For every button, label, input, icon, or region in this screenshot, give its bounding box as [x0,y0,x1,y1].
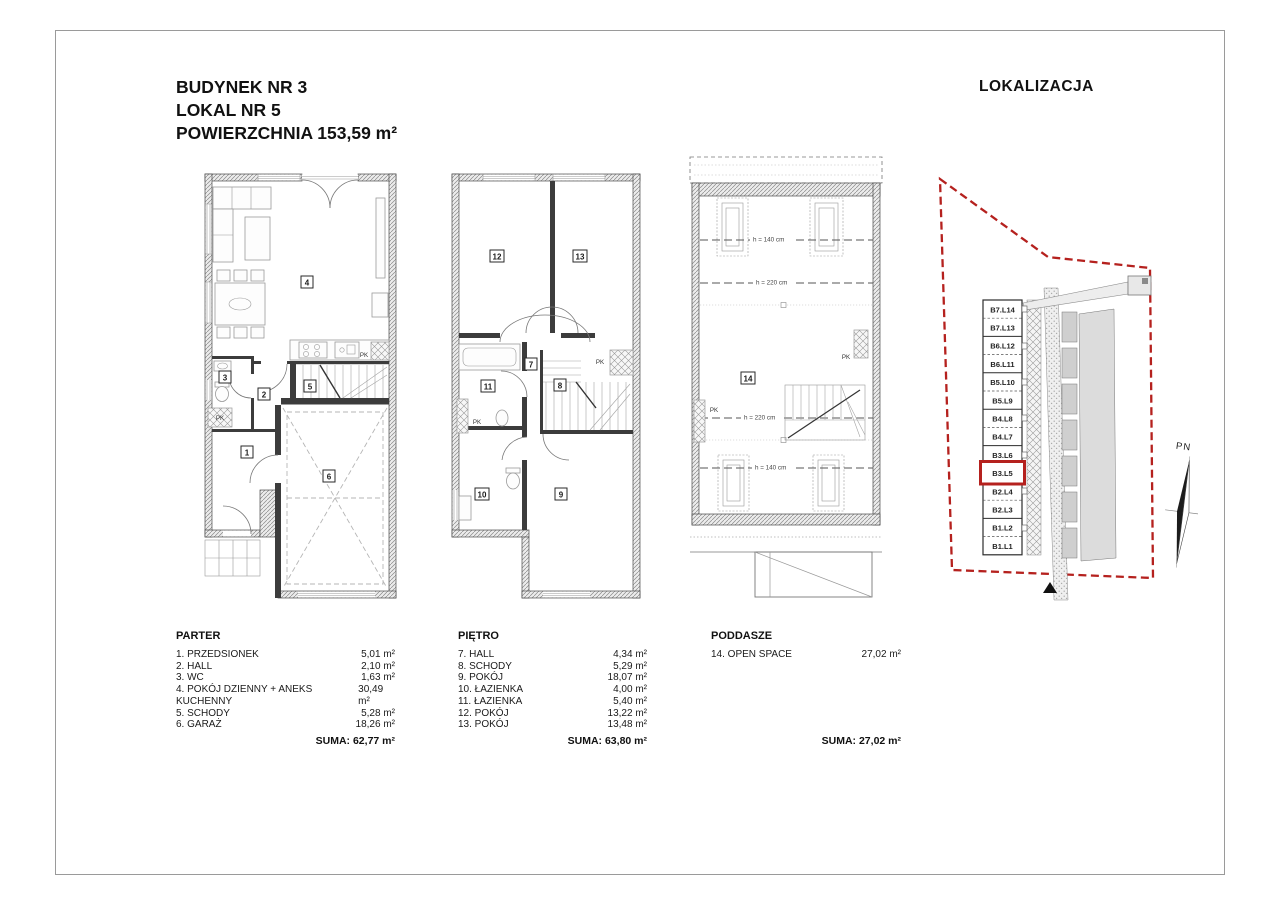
window-left-wc [206,380,212,400]
garage-blocks [1062,312,1077,558]
compass [1158,440,1198,569]
sink-10 [459,496,471,520]
unit-label: B1.L2 [992,523,1013,533]
room-label-11 [481,380,495,392]
kitchen-counter [290,340,389,360]
room-name: 4. POKÓJ DZIENNY + ANEKS KUCHENNY [176,684,313,707]
height-label-4: h = 140 cm [755,464,787,472]
unit-title: LOKAL NR 5 [176,100,281,121]
room-label-8 [554,379,566,391]
height-label-3: h = 220 cm [744,414,776,422]
compass-label: PN [1175,440,1192,454]
legend-title-poddasze: PODDASZE [711,630,773,642]
legend-row [176,661,395,673]
building-title: BUDYNEK NR 3 [176,77,308,97]
legend-row [176,684,395,707]
roof-window-3 [718,455,749,511]
room-area: 5,29 m² [613,660,647,672]
room-area: 4,00 m² [613,684,647,696]
unit-stack [981,300,1028,555]
svg-text:13: 13 [575,252,585,262]
room-area: 27,02 m² [861,649,901,660]
svg-text:12: 12 [492,252,502,262]
room-name: 8. SCHODY [458,660,512,672]
unit-label: B2.L4 [992,487,1013,497]
pk-label-left: PK [709,407,719,414]
legend-suma-parter: SUMA: 62,77 m² [315,735,395,747]
roof-window-1 [717,198,748,256]
unit-label: B3.L6 [992,450,1013,460]
legend-pietro [458,630,647,752]
pk-label-stairs: PK [595,359,605,366]
sofa [213,187,271,262]
kitchen-sink [335,342,359,358]
garage-markings [283,408,387,588]
svg-text:4: 4 [304,278,310,288]
room-name: 11. ŁAZIENKA [458,695,523,707]
room-area: 2,10 m² [361,660,395,672]
room-label-6 [323,470,335,482]
unit-label: B5.L9 [992,396,1013,406]
lower-roof-outline [690,537,882,597]
pk-label-hall: PK [215,415,225,422]
fence-wedge [1023,276,1151,310]
room-label-10 [475,488,489,500]
room-area: 4,34 m² [613,649,647,660]
room-name: 5. SCHODY [176,707,230,719]
room-area: 18,07 m² [607,672,647,684]
highlighted-unit-label: B3.L5 [992,469,1013,479]
living-room-furniture [213,187,388,338]
room-name: 1. PRZEDSIONEK [176,649,259,660]
svg-text:2: 2 [261,390,267,400]
pk-label-right: PK [841,354,851,361]
wc-sink [214,361,231,371]
location-map-title: LOKALIZACJA [979,78,1094,95]
room-area: 5,40 m² [613,695,647,707]
legend-row [176,649,395,661]
room-name: 14. OPEN SPACE [711,649,792,660]
height-lines [700,234,873,472]
room-name: 2. HALL [176,660,213,672]
area-title: POWIERZCHNIA 153,59 m² [176,123,398,144]
svg-text:10: 10 [477,490,487,500]
window-top [258,175,300,181]
room-area: 5,28 m² [361,707,395,719]
garage-door [298,592,375,598]
legend-parter [176,630,395,752]
window-room9 [543,592,590,598]
legend-row [176,719,395,731]
svg-text:7: 7 [528,360,534,370]
room-name: 12. POKÓJ [458,707,509,719]
stairs-poddasze [785,385,865,440]
stove [299,342,327,358]
svg-text:5: 5 [307,382,313,392]
room-label-13 [573,250,587,262]
legend-row [458,708,647,720]
height-label-1: h = 140 cm [753,236,785,244]
svg-text:14: 14 [743,374,753,384]
legend-row [458,649,647,661]
legend-title-parter: PARTER [176,630,221,642]
unit-label: B7.L14 [990,305,1015,315]
svg-text:9: 9 [558,490,564,500]
legend-row [458,684,647,696]
legend-title-pietro: PIĘTRO [458,630,499,642]
room-name: 9. POKÓJ [458,672,504,684]
svg-text:11: 11 [483,382,493,392]
pk-label-bath: PK [472,419,482,426]
dining-table [215,270,265,338]
svg-text:1: 1 [244,448,250,458]
floor-plan-parter [203,168,398,603]
room-area: 13,48 m² [607,719,647,731]
toilet-10 [506,468,520,489]
room-name: 6. GARAŻ [176,719,222,731]
legend-row [176,708,395,720]
room-label-3 [219,371,231,383]
room-area: 5,01 m² [361,649,395,660]
window-left-1 [206,204,212,254]
room-area: 1,63 m² [361,672,395,684]
window-bath [453,490,459,520]
roof-overhang [690,157,882,183]
pk-closets [694,330,868,442]
legend-poddasze [711,630,901,752]
unit-label: B4.L7 [992,432,1013,442]
room-area: 13,22 m² [607,707,647,719]
room-label-12 [490,250,504,262]
legend-row [458,661,647,673]
unit-label: B6.L11 [990,359,1015,369]
room-area: 18,26 m² [355,719,395,731]
room-name: 7. HALL [458,649,495,660]
wall-shelf [376,198,385,278]
room-label-9 [555,488,567,500]
legend-row [458,672,647,684]
room-name: 13. POKÓJ [458,719,509,731]
svg-text:8: 8 [557,381,563,391]
terrace-door-opening [302,175,358,181]
unit-label: B5.L10 [990,378,1015,388]
neighbor-building [1079,309,1116,561]
svg-text:6: 6 [326,472,332,482]
bathtub [459,344,520,370]
title-block [176,76,397,146]
height-label-2: h = 220 cm [756,279,788,287]
legend-row [458,696,647,708]
toilet-11 [496,410,508,426]
window-left-2 [206,282,212,323]
roof-window-4 [813,455,844,511]
room-label-4 [301,276,313,288]
unit-label: B4.L8 [992,414,1013,424]
window-room12 [483,175,535,181]
unit-label: B6.L12 [990,341,1015,351]
location-map [928,160,1198,615]
unit-label: B1.L1 [992,541,1013,551]
legend-suma-poddasze: SUMA: 27,02 m² [821,735,901,747]
legend-suma-pietro: SUMA: 63,80 m² [567,735,647,747]
plot-boundary [940,179,1153,578]
room-label-1 [241,446,253,458]
floor-plan-pietro [450,168,642,603]
room-label-14 [741,372,755,384]
terrace-strip [1027,300,1041,555]
room-label-5 [304,380,316,392]
pk-label-kitchen: PK [359,352,369,359]
room-name: 10. ŁAZIENKA [458,684,524,696]
entry-porch [205,540,260,576]
room-label-2 [258,388,270,400]
closet [457,399,468,433]
roof-window-2 [810,198,843,256]
stair-closet [610,350,633,375]
room-name: 3. WC [176,672,204,684]
legend-row [711,649,901,661]
legend-row [176,672,395,684]
tall-cabinet [372,293,388,317]
unit-label: B2.L3 [992,505,1013,515]
svg-text:3: 3 [222,373,228,383]
terrace-door-swings [302,180,358,208]
room-label-7 [525,358,537,370]
window-room13 [553,175,605,181]
unit-label: B7.L13 [990,323,1015,333]
wc-toilet [215,382,229,402]
floor-plan-poddasze [688,152,884,604]
interior-walls [212,356,389,598]
legend-row [458,719,647,731]
room-area: 30,49 m² [358,684,384,707]
